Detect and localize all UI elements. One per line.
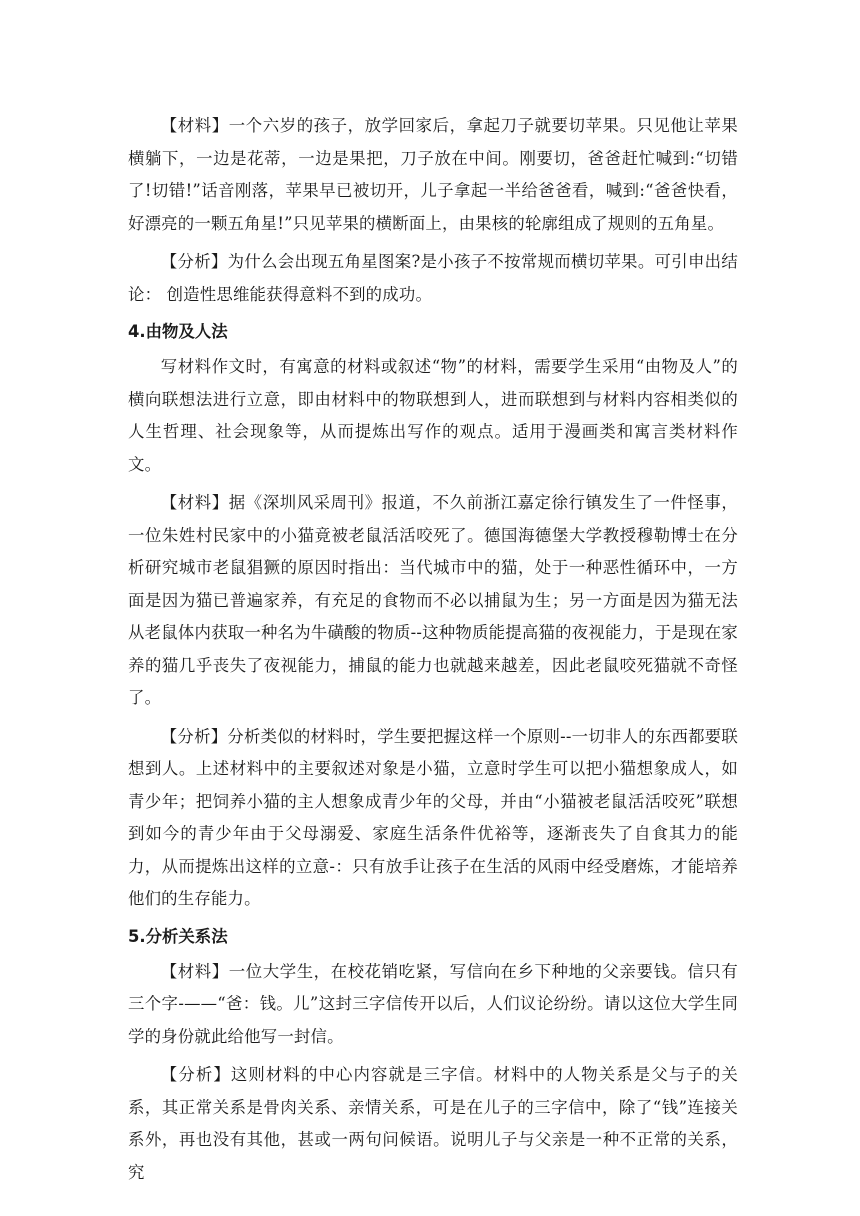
paragraph-cat-analysis: 【分析】分析类似的材料时，学生要把握这样一个原则--一切非人的东西都要联想到人。上述材料中的主要叙述对象是小猫，立意时学生可以把小猫想象成人，如青少年；把饲养小猫的主人想象成青少年的父母，并由“小猫被老鼠活活咬死”联想到如今的青少年由于父母溺爱、家庭生活条件优裕等，逐渐丧失了自食其力的能力，从而提炼出这样的立意-：只有放手让孩子在生活的风雨中经受磨炼，才能培养他们的生存能力。	[128, 726, 738, 908]
section-heading-4: 4.由物及人法	[128, 322, 228, 341]
paragraph-cat-material: 【材料】据《深圳风采周刊》报道，不久前浙江嘉定徐行镇发生了一件怪事，一位朱姓村民家中的小猫竟被老鼠活活咬死了。德国海德堡大学教授穆勒博士在分析研究城市老鼠猖獗的原因时指出：当代城市中的猫，处于一种恶性循环中，一方面是因为猫已普遍家养，有充足的食物而不必以捕鼠为生；另一方面是因为猫无法从老鼠体内获取一种名为牛磺酸的物质--这种物质能提高猫的夜视能力，于是现在家养的猫几乎丧失了夜视能力，捕鼠的能力也就越来越差，因此老鼠咬死猫就不奇怪了。	[128, 493, 738, 707]
paragraph-apple-analysis: 【分析】为什么会出现五角星图案?是小孩子不按常规而横切苹果。可引申出结论： 创造性思维能获得意料不到的成功。	[128, 252, 738, 304]
paragraph-letter-analysis: 【分析】这则材料的中心内容就是三字信。材料中的人物关系是父与子的关系，其正常关系是骨肉关系、亲情关系，可是在儿子的三字信中，除了“钱”连接关系外，再也没有其他，甚或一两句问候语。说明儿子与父亲是一种不正常的关系，究	[128, 1065, 738, 1182]
paragraph-method-4-intro: 写材料作文时，有寓意的材料或叙述“物”的材料，需要学生采用“由物及人”的横向联想法进行立意，即由材料中的物联想到人，进而联想到与材料内容相类似的人生哲理、社会现象等，从而提炼出写作的观点。适用于漫画类和寓言类材料作文。	[128, 357, 738, 474]
paragraph-apple-material: 【材料】一个六岁的孩子，放学回家后，拿起刀子就要切苹果。只见他让苹果横躺下，一边是花蒂，一边是果把，刀子放在中间。刚要切，爸爸赶忙喊到:“切错了!切错!”话音刚落，苹果早已被切开，儿子拿起一半给爸爸看，喊到:“爸爸快看，好漂亮的一颗五角星!”只见苹果的横断面上，由果核的轮廓组成了规则的五角星。	[128, 116, 738, 233]
paragraph-letter-material: 【材料】一位大学生，在校花销吃紧，写信向在乡下种地的父亲要钱。信只有三个字-——“爸：钱。儿”这封三字信传开以后，人们议论纷纷。请以这位大学生同学的身份就此给他写一封信。	[128, 961, 738, 1046]
section-heading-5: 5.分析关系法	[128, 926, 228, 946]
document-body	[128, 110, 738, 1195]
